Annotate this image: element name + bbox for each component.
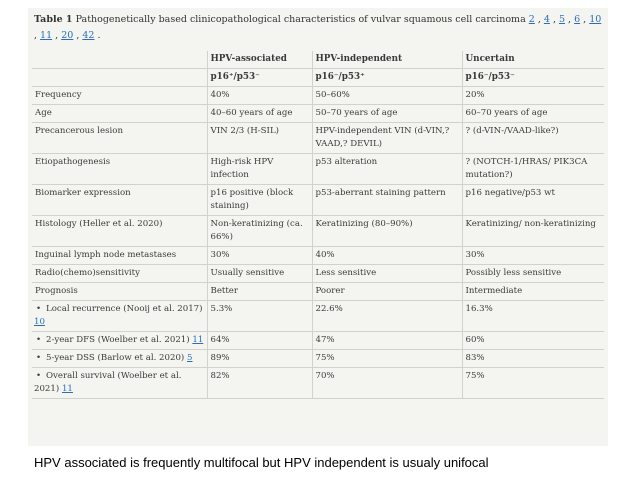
table-row bbox=[32, 216, 604, 247]
table-cell: 40–60 years of age bbox=[207, 105, 312, 123]
reference-link[interactable]: 10 bbox=[589, 14, 602, 25]
table-cell: Intermediate bbox=[462, 283, 604, 301]
header-cell: HPV-associated bbox=[207, 51, 312, 69]
reference-link[interactable]: 5 bbox=[187, 353, 193, 363]
table-cell: p53-aberrant staining pattern bbox=[312, 185, 462, 216]
prognosis-label bbox=[32, 332, 207, 350]
reference-link[interactable]: 11 bbox=[61, 384, 73, 394]
subheader-cell: p16⁻/p53⁻ bbox=[462, 69, 604, 87]
table-cell: 50–70 years of age bbox=[312, 105, 462, 123]
table-row bbox=[32, 105, 604, 123]
table-cell: Non-keratinizing (ca. 66%) bbox=[207, 216, 312, 247]
reference-link[interactable]: 6 bbox=[574, 14, 581, 25]
reference-link[interactable]: 10 bbox=[34, 317, 45, 327]
prognosis-row bbox=[32, 368, 604, 399]
table-cell: 30% bbox=[207, 247, 312, 265]
row-label: Prognosis bbox=[32, 283, 207, 301]
table-cell: 16.3% bbox=[462, 301, 604, 332]
table-cell: 47% bbox=[312, 332, 462, 350]
row-label: Radio(chemo)sensitivity bbox=[32, 265, 207, 283]
table-cell: High-risk HPV infection bbox=[207, 154, 312, 185]
header-cell bbox=[32, 51, 207, 69]
prognosis-row bbox=[32, 350, 604, 368]
table-row bbox=[32, 265, 604, 283]
header-cell: Uncertain bbox=[462, 51, 604, 69]
reference-link[interactable]: 4 bbox=[543, 14, 550, 25]
table-cell: 22.6% bbox=[312, 301, 462, 332]
header-cell: HPV-independent bbox=[312, 51, 462, 69]
row-label: Biomarker expression bbox=[32, 185, 207, 216]
table-cell: Possibly less sensitive bbox=[462, 265, 604, 283]
table-cell: 75% bbox=[462, 368, 604, 399]
table-body bbox=[32, 87, 604, 399]
table-cell: ? (NOTCH-1/HRAS/ PIK3CA mutation?) bbox=[462, 154, 604, 185]
table-caption bbox=[28, 8, 608, 44]
prognosis-label-text: 2-year DFS (Woelber et al. 2021) bbox=[46, 335, 190, 345]
table-cell: p16 positive (block staining) bbox=[207, 185, 312, 216]
subheader-cell: p16⁺/p53⁻ bbox=[207, 69, 312, 87]
table-row bbox=[32, 247, 604, 265]
table-cell: 83% bbox=[462, 350, 604, 368]
row-label: Etiopathogenesis bbox=[32, 154, 207, 185]
table-cell: Usually sensitive bbox=[207, 265, 312, 283]
row-label: Histology (Heller et al. 2020) bbox=[32, 216, 207, 247]
prognosis-label bbox=[32, 368, 207, 399]
table-cell: Keratinizing/ non-keratinizing bbox=[462, 216, 604, 247]
table-label: Table 1 bbox=[34, 14, 73, 25]
table-cell: p16 negative/p53 wt bbox=[462, 185, 604, 216]
reference-link[interactable]: 11 bbox=[192, 335, 204, 345]
prognosis-row bbox=[32, 301, 604, 332]
subheader-row bbox=[32, 69, 604, 87]
footer-note: HPV associated is frequently multifocal but HPV independent is usualy unifocal bbox=[34, 455, 489, 470]
table-cell: Better bbox=[207, 283, 312, 301]
table-cell: 82% bbox=[207, 368, 312, 399]
table-cell: 60–70 years of age bbox=[462, 105, 604, 123]
table-row bbox=[32, 154, 604, 185]
subheader-cell bbox=[32, 69, 207, 87]
prognosis-row bbox=[32, 332, 604, 350]
reference-link[interactable]: 5 bbox=[558, 14, 566, 25]
table-cell: Keratinizing (80–90%) bbox=[312, 216, 462, 247]
table-row bbox=[32, 283, 604, 301]
table-row bbox=[32, 185, 604, 216]
table-cell: Less sensitive bbox=[312, 265, 462, 283]
table-cell: 5.3% bbox=[207, 301, 312, 332]
caption-refs: 2 , 4 , 5 , 6 , 10 , 11 , 20 , 42 . bbox=[34, 14, 602, 41]
prognosis-label bbox=[32, 350, 207, 368]
prognosis-label-text: 5-year DSS (Barlow et al. 2020) bbox=[46, 353, 185, 363]
reference-link[interactable]: 11 bbox=[40, 30, 53, 41]
table-panel bbox=[28, 8, 608, 446]
table-row bbox=[32, 87, 604, 105]
table-cell: VIN 2/3 (H-SIL) bbox=[207, 123, 312, 154]
table-cell: 40% bbox=[312, 247, 462, 265]
table-cell: p53 alteration bbox=[312, 154, 462, 185]
reference-link[interactable]: 2 bbox=[528, 14, 535, 25]
row-label: Inguinal lymph node metastases bbox=[32, 247, 207, 265]
table-row bbox=[32, 123, 604, 154]
table-cell: HPV-independent VIN (d-VIN,? VAAD,? DEVIL) bbox=[312, 123, 462, 154]
row-label: Age bbox=[32, 105, 207, 123]
table-cell: 75% bbox=[312, 350, 462, 368]
table-title: Pathogenetically based clinicopathological characteristics of vulvar squamous cell carcinoma bbox=[75, 14, 526, 25]
table-cell: 64% bbox=[207, 332, 312, 350]
header-row bbox=[32, 51, 604, 69]
prognosis-label-text: Overall survival (Woelber et al. 2021) bbox=[34, 371, 182, 394]
prognosis-label-text: Local recurrence (Nooij et al. 2017) bbox=[46, 304, 203, 314]
characteristics-table bbox=[32, 51, 604, 399]
table-cell: Poorer bbox=[312, 283, 462, 301]
table-cell: 70% bbox=[312, 368, 462, 399]
reference-link[interactable]: 20 bbox=[61, 30, 74, 41]
reference-link[interactable]: 42 bbox=[82, 30, 95, 41]
subheader-cell: p16⁻/p53⁺ bbox=[312, 69, 462, 87]
table-cell: ? (d-VIN-/VAAD-like?) bbox=[462, 123, 604, 154]
table-cell: 40% bbox=[207, 87, 312, 105]
table-cell: 50–60% bbox=[312, 87, 462, 105]
table-cell: 20% bbox=[462, 87, 604, 105]
table-cell: 89% bbox=[207, 350, 312, 368]
prognosis-label bbox=[32, 301, 207, 332]
table-cell: 30% bbox=[462, 247, 604, 265]
row-label: Precancerous lesion bbox=[32, 123, 207, 154]
row-label: Frequency bbox=[32, 87, 207, 105]
table-cell: 60% bbox=[462, 332, 604, 350]
